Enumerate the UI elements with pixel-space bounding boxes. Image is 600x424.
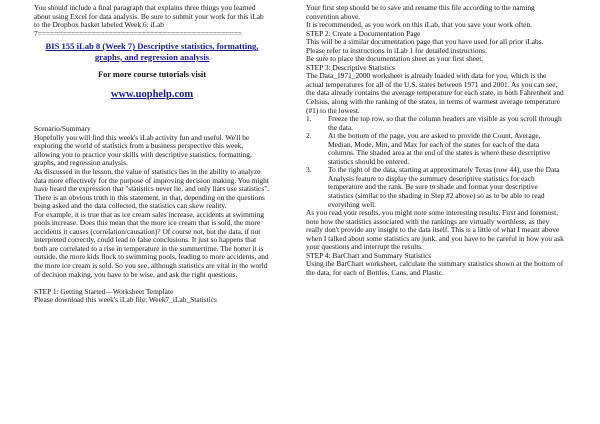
site-link[interactable]: www.uophelp.com: [110, 88, 194, 100]
list-item-number: 1.: [306, 114, 312, 124]
promo-text: For more course tutorials visit: [97, 70, 207, 80]
list-item: [306, 115, 564, 132]
step3-text: The Data_1971_2000 worksheet is already loaded with data for you, which is the actual temperatures for all of the U.S. states between 1971 and 2001. As you can see, the data already contains the average temperature for each state, in both Fahrenheit and Celsius, along with the ranking of the states, in terms of warmest average temperature (#1) to the lowest.: [306, 71, 564, 115]
step1-heading: STEP 1: Getting Started—Worksheet Template: [34, 286, 174, 296]
step4-text: Using the BarChart worksheet, calculate the summary statistics shown at the bottom of the data, for each of Bottles, Cans, and Plastic.: [306, 259, 564, 277]
scenario-paragraph-3: For example, it is true that as ice cream sales increase, accidents at swimming pools increase. Does this mean that the more ice cream that is sold, the more accidents it causes (correlation/causation)? Of course not, but the data, if not interpreted correctly, could lead to false conclusions. It just so happens that both are correlated to a rise in temperature in the summertime. The hotter it is outside, the more kids flock to swimming pools, leading to more accidents, and the more ice cream is sold. So you see, although statistics are vital in the world of decision making, you have to be wise, and ask the right questions.: [34, 209, 269, 279]
course-title-link[interactable]: BIS 155 iLab 8 (Week 7) Descriptive statistics, formatting, graphs, and regression analysis: [45, 41, 259, 62]
step3-heading: STEP 3: Descriptive Statistics: [306, 62, 396, 72]
list-item-text: At the bottom of the page, you are asked to provide the Count, Average, Median, Mode, Min, and Max for each of the states for each of the data columns. The shaded area at the end of the states is where these descriptive statistics should be entered.: [328, 131, 551, 166]
step2-text: This will be a similar documentation page that you have used for all prior iLabs. Please refer to instructions in iLab 1 for detailed instructions.: [306, 37, 544, 55]
intro-paragraph: You should include a final paragraph that explains three things you learned about using Excel for data analysis. Be sure to submit your work for this iLab to the Dropbox basket labeled Week 6: iLab 7=================================================: [34, 3, 264, 38]
step4-heading: STEP 4: BarChart and Summary Statistics: [306, 250, 432, 260]
list-item-text: Freeze the top row, so that the column headers are visible as you scroll through the data.: [328, 114, 562, 132]
scenario-paragraph-1: Hopefully you will find this week's iLab activity fun and useful. We'll be exploring the world of statistics from a business perspective this week, allowing you to practice your skills with descriptive statistics, formatting, graphs, and regression analysis.: [34, 132, 252, 168]
spacer: [34, 99, 270, 125]
right-column: [306, 4, 564, 278]
scenario-heading: Scenario/Summary: [34, 124, 91, 134]
list-item-number: 3.: [306, 165, 312, 175]
step2-heading: STEP 2: Create a Documentation Page: [306, 28, 421, 38]
list-item: [306, 132, 564, 166]
results-paragraph: As you read your results, you might note some interesting results. First and foremost, note how the statistics associated with the rankings are virtually worthless, as they really don't provide any insight to the data itself. This is a little of what I meant above when I talked about some statistics are junk, and you have to be careful in how you ask your questions and interrupt the results.: [306, 208, 564, 252]
step1-text: Please download this week's iLab file: Week7_iLab_Statistics: [34, 295, 217, 305]
left-column: [34, 4, 270, 305]
scenario-paragraph-2: As discussed in the lesson, the value of statistics lies in the ability to analyze data more effectively for the purpose of improving decision making. You might have heard the expression that "statistics never lie, and only liars use statistics". There is an obvious truth in this statement, in that, depending on the questions being asked and the data collected, the statistics can skew reality.: [34, 167, 270, 211]
list-item-number: 2.: [306, 131, 312, 141]
list-item-text: To the right of the data, starting at approximately Texas (row 44), use the Data Analysis feature to display the summary descriptive statistics for each temperature and the rank. Be sure to shade and format your descriptive statistics (similar to the shading in Step #2 above) so as to be able to read everything well.: [328, 165, 560, 209]
rename-instruction: Your first step should be to save and rename this file according to the naming convention above.: [306, 3, 535, 21]
save-instruction: It is recommended, as you work on this iLab, that you save your work often.: [306, 20, 532, 30]
step2-text-2: Be sure to place the documentation sheet as your first sheet.: [306, 54, 484, 64]
list-item: [306, 166, 564, 209]
